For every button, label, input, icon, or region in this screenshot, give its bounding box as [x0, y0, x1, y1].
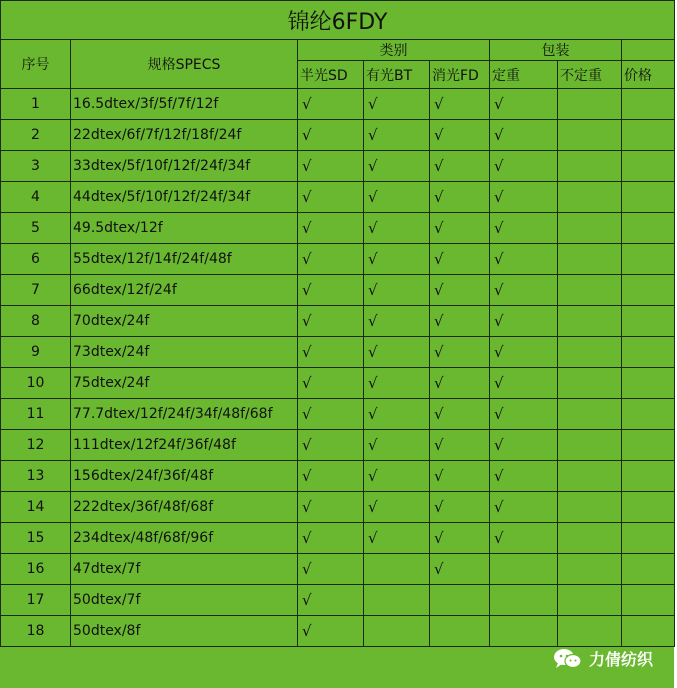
header-spec: 规格SPECS: [71, 40, 298, 89]
table-row: [1, 306, 675, 337]
cell-index: 6: [1, 244, 71, 275]
cell-unfixed-weight: [558, 89, 622, 120]
cell-spec: 77.7dtex/12f/24f/34f/48f/68f: [71, 399, 298, 430]
cell-fixed-weight: √: [490, 182, 558, 213]
cell-unfixed-weight: [558, 213, 622, 244]
cell-fixed-weight: √: [490, 430, 558, 461]
cell-fd: √: [430, 399, 490, 430]
cell-sd: √: [298, 430, 364, 461]
cell-spec: 156dtex/24f/36f/48f: [71, 461, 298, 492]
cell-fd: √: [430, 151, 490, 182]
cell-fd: √: [430, 306, 490, 337]
cell-fixed-weight: √: [490, 213, 558, 244]
cell-index: 8: [1, 306, 71, 337]
cell-fd: √: [430, 461, 490, 492]
cell-price: [622, 461, 675, 492]
cell-fixed-weight: √: [490, 275, 558, 306]
cell-unfixed-weight: [558, 616, 622, 647]
cell-spec: 50dtex/7f: [71, 585, 298, 616]
cell-unfixed-weight: [558, 368, 622, 399]
cell-unfixed-weight: [558, 523, 622, 554]
table-row: [1, 89, 675, 120]
cell-fixed-weight: √: [490, 151, 558, 182]
cell-price: [622, 523, 675, 554]
cell-spec: 70dtex/24f: [71, 306, 298, 337]
cell-fd: √: [430, 554, 490, 585]
cell-unfixed-weight: [558, 461, 622, 492]
cell-fixed-weight: √: [490, 523, 558, 554]
header-bright-bt: 有光BT: [364, 61, 430, 89]
cell-fd: √: [430, 368, 490, 399]
cell-fd: √: [430, 213, 490, 244]
cell-fixed-weight: √: [490, 399, 558, 430]
table-row: [1, 523, 675, 554]
cell-unfixed-weight: [558, 275, 622, 306]
cell-sd: √: [298, 244, 364, 275]
cell-bt: √: [364, 213, 430, 244]
cell-fd: √: [430, 275, 490, 306]
header-semi-dull-sd: 半光SD: [298, 61, 364, 89]
cell-unfixed-weight: [558, 337, 622, 368]
cell-index: 9: [1, 337, 71, 368]
cell-spec: 222dtex/36f/48f/68f: [71, 492, 298, 523]
cell-unfixed-weight: [558, 399, 622, 430]
cell-index: 1: [1, 89, 71, 120]
table-row: [1, 616, 675, 647]
table-row: [1, 585, 675, 616]
table-row: [1, 492, 675, 523]
cell-index: 7: [1, 275, 71, 306]
cell-price: [622, 244, 675, 275]
header-packing: 包装: [490, 40, 622, 61]
cell-index: 10: [1, 368, 71, 399]
cell-index: 11: [1, 399, 71, 430]
cell-bt: √: [364, 399, 430, 430]
cell-unfixed-weight: [558, 554, 622, 585]
cell-fd: √: [430, 523, 490, 554]
cell-bt: √: [364, 337, 430, 368]
cell-spec: 66dtex/12f/24f: [71, 275, 298, 306]
cell-index: 3: [1, 151, 71, 182]
cell-unfixed-weight: [558, 244, 622, 275]
cell-unfixed-weight: [558, 492, 622, 523]
cell-unfixed-weight: [558, 120, 622, 151]
header-blank: [622, 40, 675, 61]
cell-spec: 55dtex/12f/14f/24f/48f: [71, 244, 298, 275]
cell-fixed-weight: [490, 554, 558, 585]
cell-sd: √: [298, 89, 364, 120]
cell-fixed-weight: √: [490, 461, 558, 492]
cell-bt: [364, 585, 430, 616]
cell-index: 2: [1, 120, 71, 151]
table-row: [1, 182, 675, 213]
cell-bt: √: [364, 244, 430, 275]
cell-bt: √: [364, 461, 430, 492]
cell-bt: √: [364, 182, 430, 213]
cell-sd: √: [298, 275, 364, 306]
cell-sd: √: [298, 554, 364, 585]
cell-price: [622, 399, 675, 430]
header-full-dull-fd: 消光FD: [430, 61, 490, 89]
cell-sd: √: [298, 585, 364, 616]
cell-fd: √: [430, 89, 490, 120]
cell-spec: 47dtex/7f: [71, 554, 298, 585]
table-row: [1, 213, 675, 244]
cell-fixed-weight: √: [490, 306, 558, 337]
cell-spec: 49.5dtex/12f: [71, 213, 298, 244]
cell-sd: √: [298, 492, 364, 523]
table-row: [1, 151, 675, 182]
cell-spec: 75dtex/24f: [71, 368, 298, 399]
cell-price: [622, 306, 675, 337]
cell-bt: √: [364, 492, 430, 523]
cell-bt: √: [364, 275, 430, 306]
cell-fixed-weight: √: [490, 244, 558, 275]
cell-bt: [364, 554, 430, 585]
cell-spec: 44dtex/5f/10f/12f/24f/34f: [71, 182, 298, 213]
header-unfixed-weight: 不定重: [558, 61, 622, 89]
header-category: 类别: [298, 40, 490, 61]
cell-sd: √: [298, 213, 364, 244]
cell-price: [622, 368, 675, 399]
table-row: [1, 399, 675, 430]
cell-spec: 22dtex/6f/7f/12f/18f/24f: [71, 120, 298, 151]
cell-price: [622, 275, 675, 306]
cell-spec: 16.5dtex/3f/5f/7f/12f: [71, 89, 298, 120]
cell-price: [622, 337, 675, 368]
cell-index: 16: [1, 554, 71, 585]
cell-sd: √: [298, 399, 364, 430]
cell-fd: √: [430, 337, 490, 368]
cell-sd: √: [298, 120, 364, 151]
cell-fd: [430, 616, 490, 647]
cell-price: [622, 213, 675, 244]
header-fixed-weight: 定重: [490, 61, 558, 89]
cell-sd: √: [298, 182, 364, 213]
cell-price: [622, 585, 675, 616]
cell-bt: √: [364, 120, 430, 151]
cell-fixed-weight: [490, 585, 558, 616]
cell-index: 5: [1, 213, 71, 244]
cell-sd: √: [298, 151, 364, 182]
cell-bt: √: [364, 89, 430, 120]
cell-sd: √: [298, 616, 364, 647]
cell-unfixed-weight: [558, 585, 622, 616]
cell-fixed-weight: √: [490, 492, 558, 523]
table-row: [1, 275, 675, 306]
cell-price: [622, 151, 675, 182]
header-price: 价格: [622, 61, 675, 89]
cell-price: [622, 89, 675, 120]
cell-price: [622, 182, 675, 213]
cell-bt: √: [364, 430, 430, 461]
cell-fd: √: [430, 120, 490, 151]
cell-sd: √: [298, 368, 364, 399]
cell-unfixed-weight: [558, 151, 622, 182]
table-row: [1, 554, 675, 585]
table-row: [1, 337, 675, 368]
cell-sd: √: [298, 337, 364, 368]
cell-index: 17: [1, 585, 71, 616]
table-row: [1, 461, 675, 492]
cell-unfixed-weight: [558, 430, 622, 461]
table-row: [1, 244, 675, 275]
cell-index: 13: [1, 461, 71, 492]
table-row: [1, 368, 675, 399]
cell-fd: √: [430, 182, 490, 213]
cell-fixed-weight: √: [490, 89, 558, 120]
cell-bt: √: [364, 368, 430, 399]
cell-spec: 73dtex/24f: [71, 337, 298, 368]
cell-price: [622, 616, 675, 647]
cell-spec: 234dtex/48f/68f/96f: [71, 523, 298, 554]
cell-fd: √: [430, 492, 490, 523]
cell-sd: √: [298, 461, 364, 492]
cell-spec: 33dtex/5f/10f/12f/24f/34f: [71, 151, 298, 182]
cell-sd: √: [298, 306, 364, 337]
cell-fd: √: [430, 244, 490, 275]
cell-index: 15: [1, 523, 71, 554]
table-row: [1, 430, 675, 461]
cell-unfixed-weight: [558, 306, 622, 337]
cell-fd: [430, 585, 490, 616]
cell-fixed-weight: [490, 616, 558, 647]
watermark: [553, 647, 653, 670]
cell-bt: √: [364, 523, 430, 554]
cell-index: 18: [1, 616, 71, 647]
cell-fixed-weight: √: [490, 337, 558, 368]
cell-spec: 50dtex/8f: [71, 616, 298, 647]
cell-index: 14: [1, 492, 71, 523]
cell-bt: √: [364, 151, 430, 182]
wechat-icon: [553, 648, 583, 670]
cell-price: [622, 120, 675, 151]
cell-sd: √: [298, 523, 364, 554]
watermark-text: 力倩纺织: [589, 650, 654, 669]
cell-bt: [364, 616, 430, 647]
cell-unfixed-weight: [558, 182, 622, 213]
cell-price: [622, 554, 675, 585]
cell-index: 12: [1, 430, 71, 461]
cell-price: [622, 430, 675, 461]
cell-price: [622, 492, 675, 523]
cell-fixed-weight: √: [490, 120, 558, 151]
cell-index: 4: [1, 182, 71, 213]
table-title: 锦纶6FDY: [1, 1, 675, 40]
cell-spec: 111dtex/12f24f/36f/48f: [71, 430, 298, 461]
cell-fd: √: [430, 430, 490, 461]
cell-bt: √: [364, 306, 430, 337]
table-row: [1, 120, 675, 151]
cell-fixed-weight: √: [490, 368, 558, 399]
header-index: 序号: [1, 40, 71, 89]
